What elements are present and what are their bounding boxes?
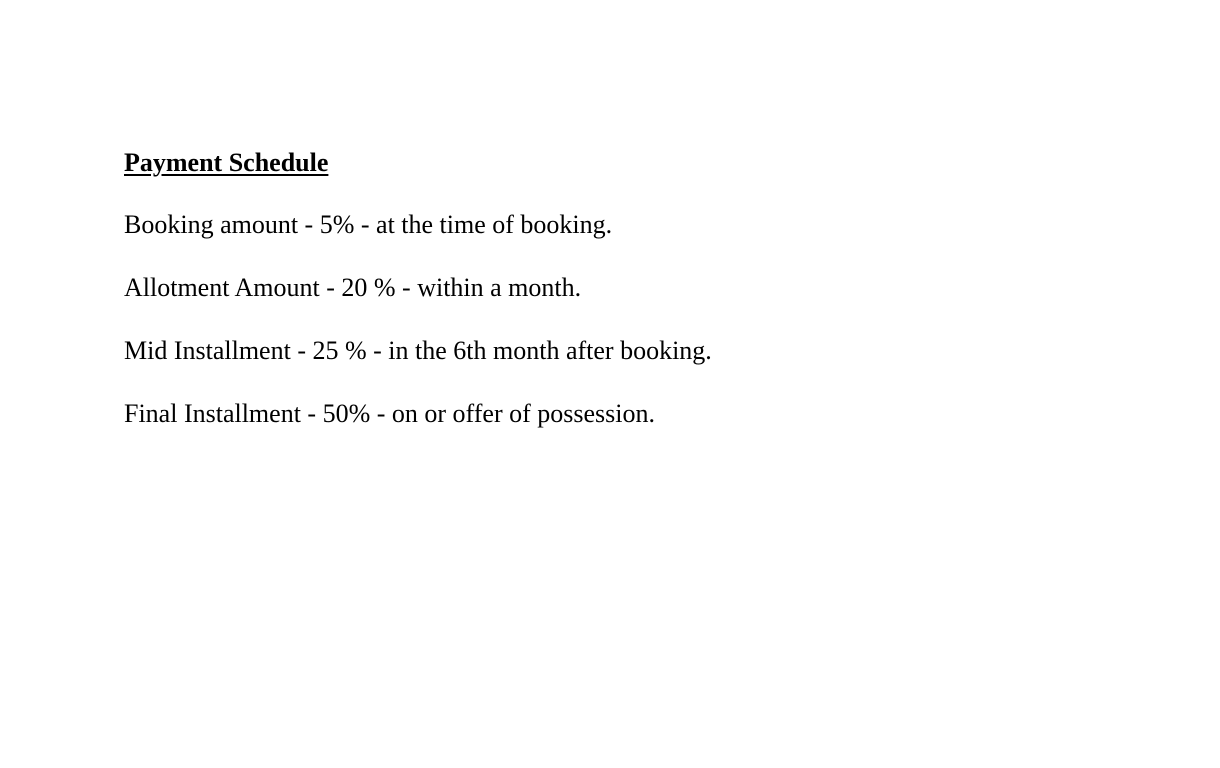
payment-line-mid-installment: Mid Installment - 25 % - in the 6th month after booking. <box>124 336 712 365</box>
page-title: Payment Schedule <box>124 148 329 177</box>
payment-line-final-installment: Final Installment - 50% - on or offer of possession. <box>124 399 655 428</box>
payment-line-booking: Booking amount - 5% - at the time of booking. <box>124 210 613 239</box>
payment-line-allotment: Allotment Amount - 20 % - within a month. <box>124 273 582 302</box>
document-body <box>124 146 1124 460</box>
